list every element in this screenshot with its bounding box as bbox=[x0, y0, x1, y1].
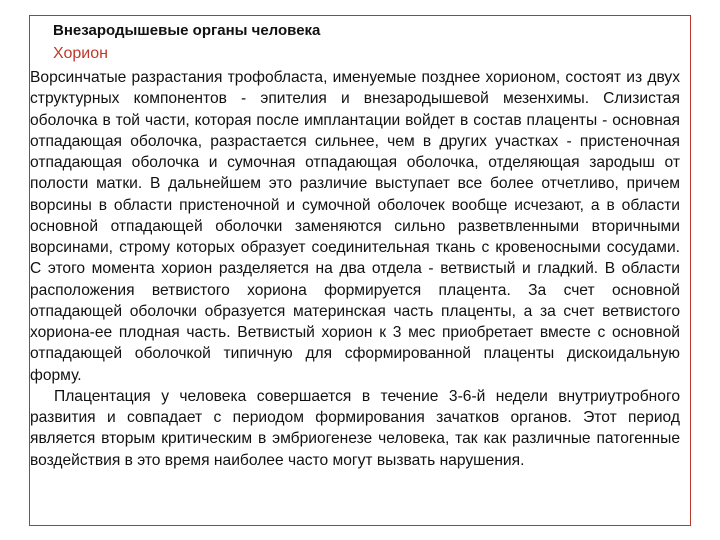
body-text bbox=[30, 67, 680, 471]
slide-title: Внезародышевые органы человека bbox=[53, 22, 321, 39]
paragraph-placentation: Плацентация у человека совершается в течение 3-6-й недели внутриутробного развития и совпадает с периодом формирования зачатков органов. Этот период является вторым критическим в эмбриогенезе человека, так как различные патогенные воздействия в это время наиболее часто могут вызвать нарушения. bbox=[30, 387, 680, 469]
slide-subtitle: Хорион bbox=[53, 45, 108, 62]
paragraph-chorion: Ворсинчатые разрастания трофобласта, именуемые позднее хорионом, состоят из двух структурных компонентов - эпителия и внезародышевой мезенхимы. Слизистая оболочка в той части, которая после имплантации войдет в состав плаценты - основная отпадающая оболочка, разрастается сильнее, чем в других участках - пристеночная отпадающая оболочка и сумочная отпадающая оболочка, отделяющая зародыш от полости матки. В дальнейшем это различие выступает все более отчетливо, причем ворсины в области пристеночной и сумочной оболочек вообще исчезают, а в области основной отпадающей оболочки заменяются сильно разветвленными вторичными ворсинами, строму которых образует соединительная ткань с кровеносными сосудами. С этого момента хорион разделяется на два отдела - ветвистый и гладкий. В области расположения ветвистого хориона формируется плацента. За счет основной отпадающей оболочки образуется материнская часть плаценты, а за счет ветвистого хориона-ее плодная часть. Ветвистый хорион к 3 мес приобретает вместе с основной отпадающей оболочкой типичную для сформированной плаценты дискоидальную форму. bbox=[30, 69, 680, 384]
